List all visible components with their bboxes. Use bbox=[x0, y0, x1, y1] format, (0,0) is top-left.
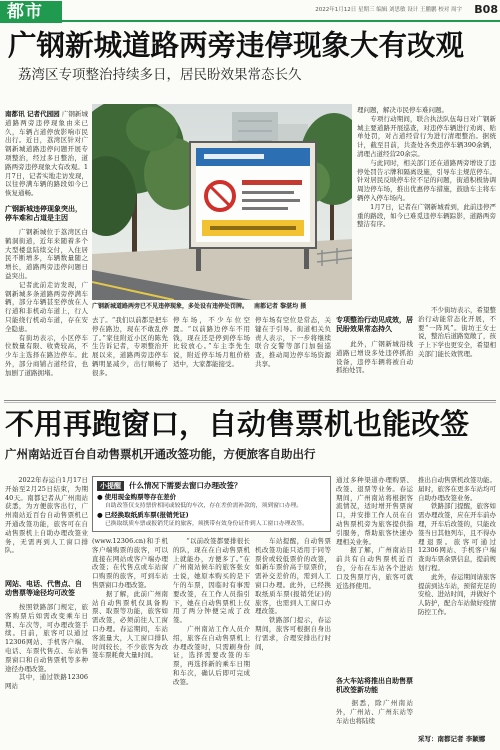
article2-lead: 2022年春运自1月17日开始至2月25日结束，为期40天。南都记者从广州南站获悉，为方便旅客出行，广州南站近百台自动售票机已开通改签功能，旅客可在自动售票机上自助办理改签业务，无需再到人工窗口排队。 bbox=[5, 476, 88, 555]
header-rule bbox=[62, 20, 500, 22]
article2-subhead-2: 各大车站将推出自助售票机改签新功能 bbox=[336, 677, 413, 694]
article1-lead bbox=[5, 110, 88, 202]
tip-box bbox=[92, 476, 331, 532]
article1-column-right: 理问题，解决市民停车难问题。 专项行动期间，联合执法队伍每日对广钢新城主要道路开展巡查，对违停车辆进行劝离、贴单处罚，对占道经营行为进行清理整治。据统计，截至目前，共查处各类违停车辆390余辆，清理占道经营20余宗。 与此同时，相关部门还在道路两旁增设了违停处罚告示牌和隔离设施，引导车主规范停车。针对居民反映停车位不足的问题，街道积极协调周边停车场，推出优惠停车措施，鼓励车主将车辆停入停车场内。 1月7日，记者在广钢新城看到，此前违停严重的路段，如今已难觅违停车辆踪影，道路两旁整洁有序。 bbox=[357, 106, 496, 229]
bullet-icon: ● bbox=[97, 511, 103, 519]
caption-text: 广钢新城道路两旁已不见违停现象，多处设有违停处罚牌。 bbox=[92, 303, 249, 310]
bullet-icon: ● bbox=[97, 493, 103, 501]
article1-subhead-1: 广钢新城违停现象突出，停车难和占道是主因 bbox=[5, 205, 82, 222]
photo-credit: 南都记者 黎湛均 摄 bbox=[254, 303, 307, 310]
article1-body-1: 广钢新城位于荔湾区白鹤洞街道，近年来随着多个大型楼盘陆续交付，入住居民不断增多，车辆数量随之增长，道路两旁违停问题日益突出。 记者此前走访发现，广钢新城多条道路两旁停满车辆，部分车辆甚至停放在人行道和非机动车道上，行人只能绕行机动车道，存在安全隐患。 有街坊表示，小区停车位数量有限、收费较高，不少车主选择在路边停车。此外，部分商铺占道经营，也加剧了道路拥堵。 bbox=[5, 228, 88, 377]
article2-byline: 采写：南都记者 李颖娜 bbox=[418, 735, 486, 743]
article2-subhead-1: 网站、电话、代售点、自动售票等途径均可改签 bbox=[5, 580, 82, 597]
photo-caption bbox=[92, 302, 352, 312]
headline: 广钢新城道路两旁违停现象大有改观 bbox=[8, 29, 465, 62]
subheadline-2: 广州南站近百台自动售票机开通改签功能，方便旅客自助出行 bbox=[5, 447, 316, 461]
lead-text: 广钢新城道路两旁违停现象由来已久，车辆占道停放影响市民出行。近日，荔湾区针对广钢新城道路违停问题开展专项整治，经过多日整治，道路两旁违停现象大有改观。1月7日，记者实地走访发现，以往停满车辆的路段如今已恢复通畅。 bbox=[5, 110, 88, 198]
article2-body-1: 按照铁路部门规定，旅客购票后如需改变乘车日期、车次等，可办理改签手续。目前，旅客可以通过12306网站、手机客户端、电话、车票代售点、车站售票窗口和自动售票机等多种途径办理改签。 其中，通过铁路12306网站 bbox=[5, 603, 88, 691]
article2-column-1: (www.12306.cn)和手机客户端购票的旅客，可以直接在网站或客户端办理改签；在代售点或车站窗口购票的旅客，可到车站售票窗口办理改签。 据了解，此前广州南站自动售票机仅具备购票、取票等功能，旅客如需改签，必须前往人工窗口办理。春运期间，车站客流量大，人工窗口排队时间较长，不少旅客为改签车票耗费大量时间。 bbox=[92, 537, 168, 660]
article-divider bbox=[4, 400, 496, 401]
lead-byline: 南都讯 记者代园园 bbox=[5, 110, 60, 118]
tip-item-detail: 自助改签仅支持票价相同或较低的车次，存在差价需补款的，须到窗口办理。 bbox=[105, 503, 303, 509]
tip-tag: 小提醒 bbox=[97, 481, 124, 491]
page-number: B08 bbox=[474, 3, 498, 16]
tip-item bbox=[97, 511, 326, 520]
article-divider-secondary bbox=[4, 402, 496, 403]
tip-item-title: 已经换取纸质车票(报销凭证) bbox=[104, 511, 189, 519]
article1-column-a: 去了。“我们以前都是把车停在路边，现在不敢乱停了。”家住附近小区的陈先生告诉记者，专项整治开展以来，道路两旁违停车辆明显减少，出行顺畅了很多。 bbox=[92, 316, 168, 377]
article2-column-3: 车站提醒，自动售票机改签功能只适用于同等票价或较低票价的改签，如新车票价高于原票价，需补交差价的，需到人工窗口办理。此外，已经换取纸质车票(报销凭证)的旅客，也需到人工窗口办理改签。 铁路部门提示，春运期间，旅客可根据自身出行需求，合理安排出行时间， bbox=[255, 537, 331, 651]
headline-2: 不用再跑窗口，自动售票机也能改签 bbox=[5, 407, 470, 441]
tip-item bbox=[97, 493, 326, 502]
article1-column-e: 不少街坊表示，希望整治行动能常态化开展，不要“一阵风”。街坊王女士说，整治后道路宽敞了，孩子上下学也更安全，希望相关部门能长效管理。 bbox=[418, 306, 496, 358]
news-photo bbox=[92, 104, 352, 300]
subheadline: 荔湾区专项整治持续多日，居民盼效果常态长久 bbox=[18, 67, 302, 83]
article2-column-4b: 据悉，除广州南站外，广州站、广州东站等车站也将陆续 bbox=[336, 699, 413, 725]
section-label: 都市 bbox=[0, 1, 62, 23]
tip-title bbox=[97, 480, 326, 491]
article2-column-4: 通过多种渠道办理购票、改签、退票等业务。春运期间，广州南站将根据客流情况，适时增开售票窗口，并安排工作人员在自动售票机旁为旅客提供指引服务，帮助旅客快速办理相关业务。 据了解，广州南站目前共有自动售票机近百台，分布在车站各个进站口及售票厅内，旅客可就近选择使用。 bbox=[336, 476, 413, 590]
article1-column-b: 停车场，不少车位空置。“以前路边停车不用钱，现在还是停到停车场比较放心。”车主李先生说，附近停车场月租价格适中，大家都能接受。 bbox=[173, 316, 250, 368]
article1-column-d: 此外，广钢新城沿线道路已增设多处违停抓拍设备，违停车辆将被自动抓拍处罚。 bbox=[336, 340, 413, 375]
tip-item-title: 使用现金购票等存在差价 bbox=[104, 493, 177, 501]
dateline: 2022年1月12日 星期三 编辑 刘思敏 设计 王鹏鹏 校对 周宇 bbox=[315, 7, 462, 13]
tip-question: 什么情况下需要去窗口办理改签？ bbox=[129, 481, 242, 490]
tip-item-detail: 已换取纸质车票或报销凭证的旅客，须携带有效身份证件到人工窗口办理改签。 bbox=[105, 521, 308, 527]
article1-subhead-2: 专项整治行动见成效，居民盼效果常态持久 bbox=[336, 316, 413, 333]
article1-column-c: 停车场有空位是常态，关键在于引导。街道相关负责人表示，下一步将继续联合交警等部门加强巡查，推动周边停车场资源共享。 bbox=[255, 316, 331, 368]
article2-column-2: “以前改签都要排很长的队，现在在自动售票机上就能办，方便多了。”在广州南站候车的旅客张女士说，她原本购买的是下午的车票，因临时有事需要改签，在工作人员指引下，她在自动售票机上仅用了两分钟便完成了改签。 广州南站工作人员介绍，旅客在自动售票机上办理改签时，只需刷身份证，选择需要改签的车票，再选择新的乘车日期和车次，确认后即可完成改签。 bbox=[173, 537, 250, 686]
article2-column-5: 推出自动售票机改签功能。届时，旅客在更多车站均可自助办理改签业务。 铁路部门提醒，旅客如需办理改签，应在开车前办理，开车后改签的，只能改签当日其他列车，且不得办理退票。旅客可通过12306网站、手机客户端查询车票余票信息，提前规划行程。 此外，春运期间请旅客提前到达车站，预留充足的安检、进站时间，并做好个人防护，配合车站做好疫情防控工作。 bbox=[418, 476, 496, 616]
